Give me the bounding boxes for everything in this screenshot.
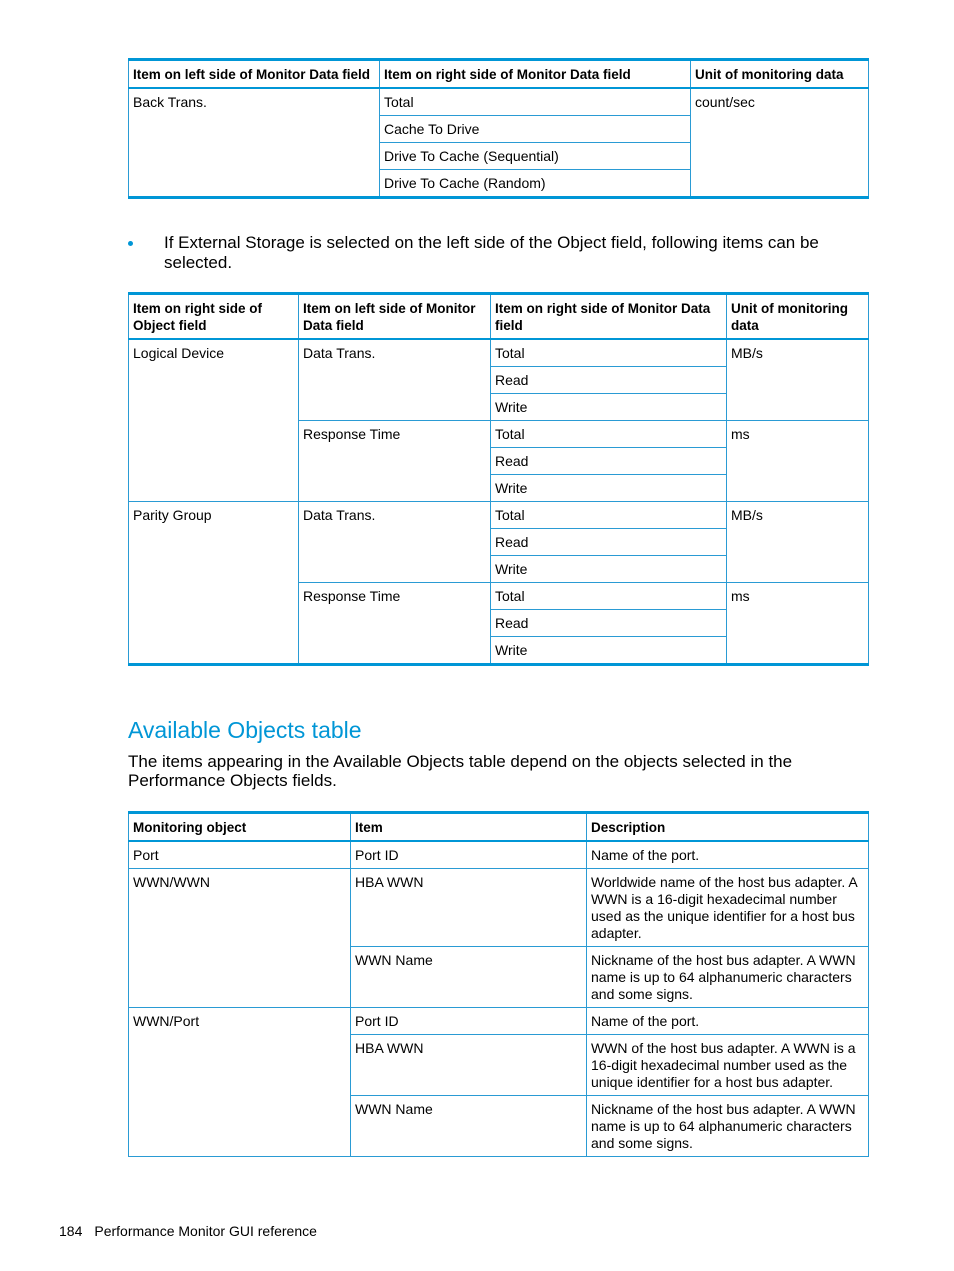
table-cell: HBA WWN [351,869,587,947]
table-cell: Response Time [299,583,491,665]
column-header: Monitoring object [129,813,351,842]
table-cell: Total [491,421,727,448]
column-header: Item [351,813,587,842]
table-cell: Drive To Cache (Sequential) [380,143,691,170]
table-cell: Response Time [299,421,491,502]
table-row [129,1008,869,1035]
table-cell: Name of the port. [587,1008,869,1035]
table-header-row [129,813,869,842]
table-header-row [129,294,869,340]
table-cell: Read [491,367,727,394]
external-storage-table [128,292,869,666]
monitor-data-table-back-trans [128,58,869,199]
column-header: Item on left side of Monitor Data field [299,294,491,340]
table-cell: Read [491,529,727,556]
footer-title: Performance Monitor GUI reference [94,1223,317,1239]
column-header: Unit of monitoring data [691,60,869,89]
table-cell: Drive To Cache (Random) [380,170,691,198]
column-header: Item on right side of Object field [129,294,299,340]
available-objects-table [128,811,869,1157]
column-header: Item on right side of Monitor Data field [380,60,691,89]
table-cell: Worldwide name of the host bus adapter. A WWN is a 16-digit hexadecimal number used as the unique identifier for a host bus adapter. [587,869,869,947]
table-cell: Write [491,394,727,421]
table-cell: Nickname of the host bus adapter. A WWN name is up to 64 alphanumeric characters and some signs. [587,947,869,1008]
table-cell: ms [727,421,869,502]
table-cell: Total [491,583,727,610]
table-cell: count/sec [691,88,869,198]
table-cell: MB/s [727,339,869,421]
section-heading: Available Objects table [128,717,362,743]
section-intro: The items appearing in the Available Objects table depend on the objects selected in the Performance Objects fields. [128,752,793,790]
page-footer [59,1223,329,1239]
table-cell: MB/s [727,502,869,583]
table-cell: WWN Name [351,947,587,1008]
table-header-row [129,60,869,89]
table-cell: Back Trans. [129,88,380,198]
table-cell: Read [491,610,727,637]
table-cell: ms [727,583,869,665]
table-cell: HBA WWN [351,1035,587,1096]
table-row [129,502,869,529]
table-cell: Nickname of the host bus adapter. A WWN name is up to 64 alphanumeric characters and some signs. [587,1096,869,1157]
bullet-text: If External Storage is selected on the left side of the Object field, following items can be selected. [164,233,819,272]
table-row [129,88,869,116]
table-cell: Name of the port. [587,841,869,869]
table-cell: WWN of the host bus adapter. A WWN is a 16-digit hexadecimal number used as the unique identifier for a host bus adapter. [587,1035,869,1096]
table-row [129,869,869,947]
table-cell: Write [491,637,727,665]
column-header: Item on right side of Monitor Data field [491,294,727,340]
table-cell: WWN/Port [129,1008,351,1157]
table-cell: Write [491,556,727,583]
table-cell: Logical Device [129,339,299,502]
table-cell: Total [380,88,691,116]
bullet-icon [128,241,133,246]
column-header: Unit of monitoring data [727,294,869,340]
table-cell: Total [491,502,727,529]
table-row [129,841,869,869]
table-cell: Parity Group [129,502,299,665]
table-cell: Port [129,841,351,869]
column-header: Item on left side of Monitor Data field [129,60,380,89]
table-cell: Port ID [351,841,587,869]
table-row [129,339,869,367]
table-cell: Read [491,448,727,475]
table-cell: WWN/WWN [129,869,351,1008]
table-cell: Total [491,339,727,367]
table-cell: WWN Name [351,1096,587,1157]
table-cell: Data Trans. [299,502,491,583]
table-cell: Data Trans. [299,339,491,421]
page-number: 184 [59,1223,83,1239]
table-cell: Write [491,475,727,502]
table-cell: Port ID [351,1008,587,1035]
table-cell: Cache To Drive [380,116,691,143]
column-header: Description [587,813,869,842]
